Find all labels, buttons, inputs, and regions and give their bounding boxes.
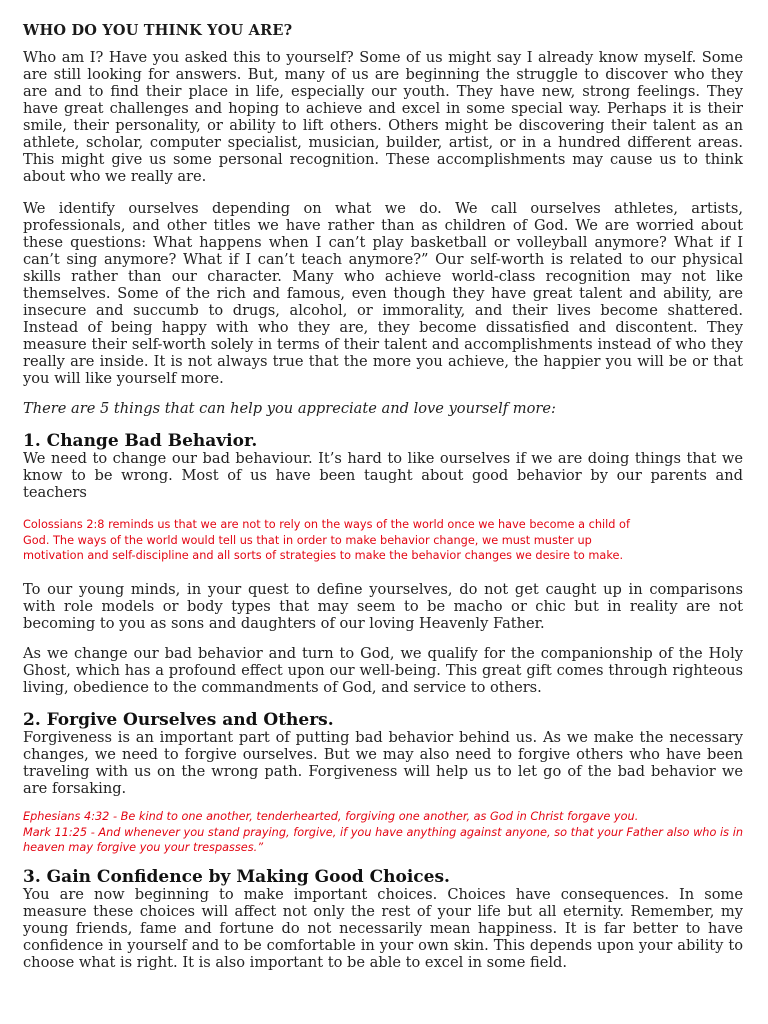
- verse-line: God. The ways of the world would tell us that in order to make behavior change, we must muster up: [23, 533, 592, 547]
- intro-line: There are 5 things that can help you appreciate and love yourself more:: [23, 400, 556, 417]
- paragraph-young-minds: To our young minds, in your quest to define yourselves, do not get caught up in comparisons with role models or body types that may seem to be macho or chic but in reality are not becoming to you as sons and daughters of our loving Heavenly Father.: [23, 581, 743, 632]
- section-heading-forgive: 2. Forgive Ourselves and Others.: [23, 710, 334, 730]
- verse-line-ephesians: Ephesians 4:32 - Be kind to one another, tenderhearted, forgiving one another, as God in Christ forgave you.: [23, 810, 639, 823]
- section-body-change-bad-behavior: We need to change our bad behaviour. It’s hard to like ourselves if we are doing things that we know to be wrong. Most of us have been taught about good behavior by our parents and teachers: [23, 450, 743, 501]
- section-body-confidence: You are now beginning to make important choices. Choices have consequences. In some measure these choices will affect not only the rest of your life but all eternity. Remember, my young friends, fame and fortune do not necessarily mean happiness. It is far better to have confidence in yourself and to be comfortable in your own skin. This depends upon your ability to choose what is right. It is also important to be able to excel in some field.: [23, 886, 743, 971]
- section-body-forgive: Forgiveness is an important part of putting bad behavior behind us. As we make the necessary changes, we need to forgive ourselves. But we may also need to forgive others who have been traveling with us on the wrong path. Forgiveness will help us to let go of the bad behavior we are forsaking.: [23, 729, 743, 797]
- document-title: WHO DO YOU THINK YOU ARE?: [23, 22, 293, 39]
- verse-line: motivation and self-discipline and all sorts of strategies to make the behavior changes we desire to make.: [23, 549, 624, 563]
- section-heading-confidence: 3. Gain Confidence by Making Good Choices.: [23, 867, 450, 887]
- verse-ephesians-mark: [23, 809, 743, 856]
- paragraph-who-am-i: Who am I? Have you asked this to yourself? Some of us might say I already know myself. Some are still looking for answers. But, many of us are beginning the struggle to discover who they are and to find their place in life, especially our youth. They have new, strong feelings. They have great challenges and hoping to achieve and excel in some special way. Perhaps it is their smile, their personality, or ability to lift others. Others might be discovering their talent as an athlete, scholar, computer specialist, musician, builder, artist, or in a hundred different areas. This might give us some personal recognition. These accomplishments may cause us to think about who we really are.: [23, 49, 743, 185]
- verse-colossians: [23, 517, 743, 564]
- paragraph-identify-ourselves: We identify ourselves depending on what we do. We call ourselves athletes, artists, professionals, and other titles we have rather than as children of God. We are worried about these questions: What happens when I can’t play basketball or volleyball anymore? What if I can’t sing anymore? What if I can’t teach anymore?” Our self-worth is related to our physical skills rather than our character. Many who achieve world-class recognition may not like themselves. Some of the rich and famous, even though they have great talent and ability, are insecure and succumb to drugs, alcohol, or immorality, and their lives become shattered. Instead of being happy with who they are, they become dissatisfied and discontent. They measure their self-worth solely in terms of their talent and accomplishments instead of who they really are inside. It is not always true that the more you achieve, the happier you will be or that you will like yourself more.: [23, 200, 743, 387]
- verse-line-mark: Mark 11:25 - And whenever you stand praying, forgive, if you have anything against anyone, so that your Father also who is in heaven may forgive you your trespasses.”: [23, 825, 743, 855]
- section-heading-change-bad-behavior: 1. Change Bad Behavior.: [23, 431, 258, 451]
- verse-line: Colossians 2:8 reminds us that we are not to rely on the ways of the world once we have become a child of: [23, 518, 630, 531]
- paragraph-holy-ghost: As we change our bad behavior and turn to God, we qualify for the companionship of the Holy Ghost, which has a profound effect upon our well-being. This great gift comes through righteous living, obedience to the commandments of God, and service to others.: [23, 645, 743, 696]
